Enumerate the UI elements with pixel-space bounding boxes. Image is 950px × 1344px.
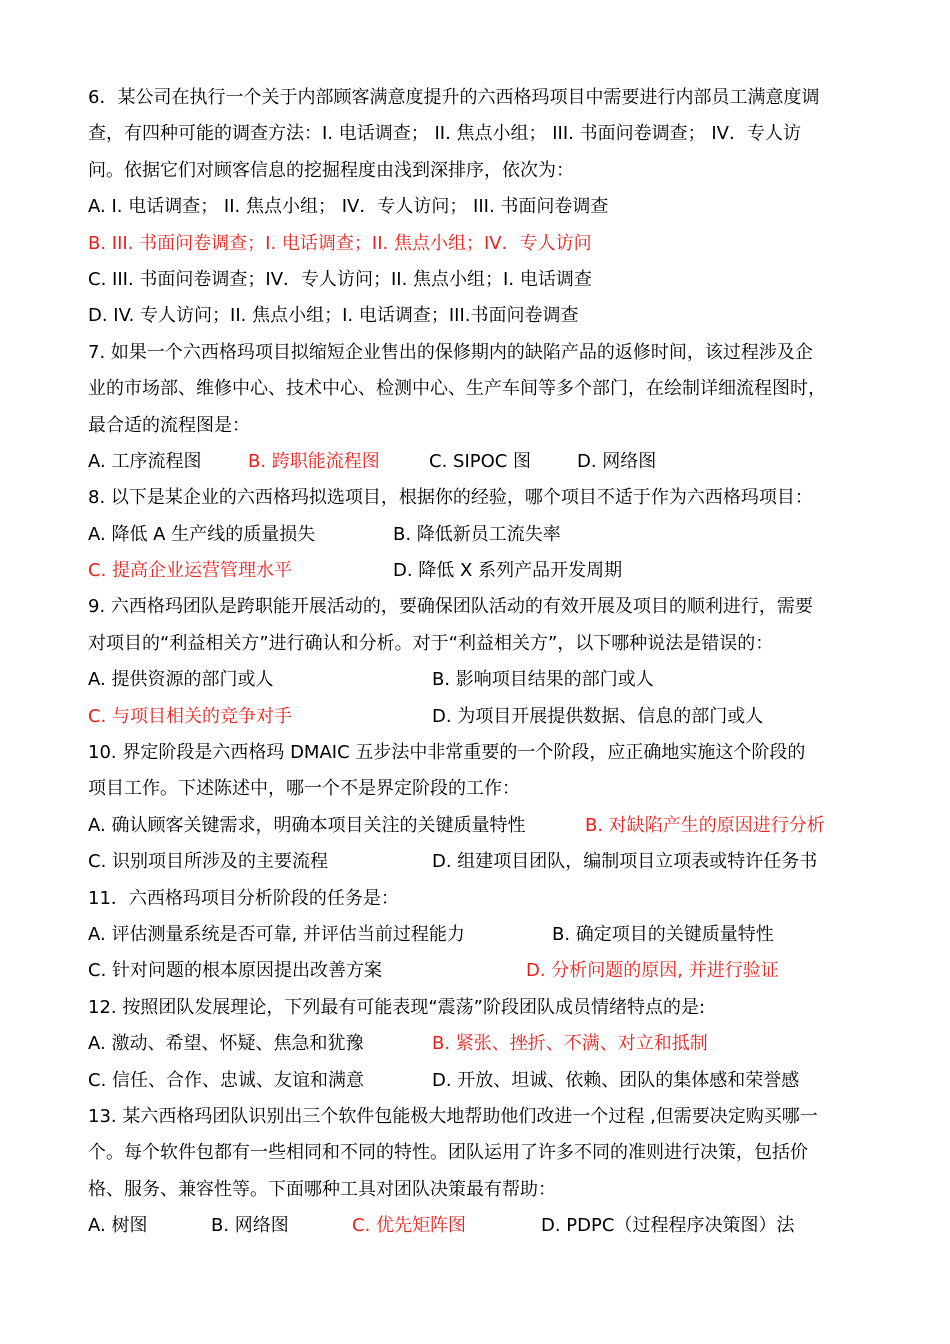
q10-option-b-answer: B. 对缺陷产生的原因进行分析 xyxy=(585,814,825,836)
q13-stem-line-3: 格、服务、兼容性等。下面哪种工具对团队决策最有帮助： xyxy=(88,1178,556,1200)
q13-options-row xyxy=(88,1208,868,1244)
q13-option-b: B. 网络图 xyxy=(211,1215,289,1237)
q11-option-a: A. 评估测量系统是否可靠, 并评估当前过程能力 xyxy=(88,923,465,945)
q10-options-row-2 xyxy=(88,844,868,880)
q8-option-c-answer: C. 提高企业运营管理水平 xyxy=(88,560,293,582)
q10-option-a: A. 确认顾客关键需求，明确本项目关注的关键质量特性 xyxy=(88,814,526,836)
q11-option-b: B. 确定项目的关键质量特性 xyxy=(552,923,774,945)
q8-stem-line-1: 8. 以下是某企业的六西格玛拟选项目，根据你的经验，哪个项目不适于作为六西格玛项目： xyxy=(88,487,813,509)
q9-options-row-1 xyxy=(88,662,868,698)
q11-stem-line-1: 11．六西格玛项目分析阶段的任务是： xyxy=(88,887,399,909)
question-document xyxy=(88,80,868,1245)
q12-stem-line-1: 12. 按照团队发展理论，下列最有可能表现“震荡”阶段团队成员情绪特点的是: xyxy=(88,996,706,1018)
q13-option-a: A. 树图 xyxy=(88,1215,148,1237)
q9-option-b: B. 影响项目结果的部门或人 xyxy=(432,669,654,691)
q7-stem-line-2: 业的市场部、维修中心、技术中心、检测中心、生产车间等多个部门，在绘制详细流程图时， xyxy=(88,378,826,400)
q8-options-row-1 xyxy=(88,517,868,553)
q7-stem-line-3: 最合适的流程图是： xyxy=(88,414,250,436)
q6-option-c: C. III. 书面问卷调查；IV．专人访问；II. 焦点小组；I. 电话调查 xyxy=(88,268,592,290)
q6-option-b-answer: B. III. 书面问卷调查；I. 电话调查；II. 焦点小组；IV．专人访问 xyxy=(88,232,592,254)
q10-stem-line-1: 10. 界定阶段是六西格玛 DMAIC 五步法中非常重要的一个阶段，应正确地实施这个阶段的 xyxy=(88,742,806,764)
q11-option-c: C. 针对问题的根本原因提出改善方案 xyxy=(88,960,383,982)
q7-option-c: C. SIPOC 图 xyxy=(429,450,532,472)
q9-option-d: D. 为项目开展提供数据、信息的部门或人 xyxy=(432,705,764,727)
q7-stem-line-1: 7. 如果一个六西格玛项目拟缩短企业售出的保修期内的缺陷产品的返修时间，该过程涉及企 xyxy=(88,341,813,363)
q7-options-row xyxy=(88,444,868,480)
q9-options-row-2 xyxy=(88,699,868,735)
q8-options-row-2 xyxy=(88,553,868,589)
q12-option-a: A. 激动、希望、怀疑、焦急和犹豫 xyxy=(88,1033,364,1055)
q6-stem-line-1: 6．某公司在执行一个关于内部顾客满意度提升的六西格玛项目中需要进行内部员工满意度调 xyxy=(88,87,820,108)
q7-option-a: A. 工序流程图 xyxy=(88,450,202,472)
q8-option-b: B. 降低新员工流失率 xyxy=(393,523,561,545)
q9-stem-line-2: 对项目的“利益相关方”进行确认和分析。对于“利益相关方”，以下哪种说法是错误的： xyxy=(88,632,774,654)
q11-options-row-2 xyxy=(88,953,868,989)
q9-option-c-answer: C. 与项目相关的竞争对手 xyxy=(88,705,293,727)
q13-stem-line-1: 13. 某六西格玛团队识别出三个软件包能极大地帮助他们改进一个过程 ,但需要决定购买哪一 xyxy=(88,1105,818,1127)
q7-option-d: D. 网络图 xyxy=(577,450,657,472)
q9-stem-line-1: 9. 六西格玛团队是跨职能开展活动的，要确保团队活动的有效开展及项目的顺利进行，需要 xyxy=(88,596,813,618)
q12-options-row-1 xyxy=(88,1026,868,1062)
q10-option-c: C. 识别项目所涉及的主要流程 xyxy=(88,851,329,873)
q6-option-d: D. IV. 专人访问；II. 焦点小组；I. 电话调查；III.书面问卷调查 xyxy=(88,305,579,327)
q8-option-d: D. 降低 X 系列产品开发周期 xyxy=(393,560,623,582)
q13-option-d: D. PDPC（过程程序决策图）法 xyxy=(541,1215,795,1237)
q6-stem-line-3: 问。依据它们对顾客信息的挖掘程度由浅到深排序，依次为： xyxy=(88,159,574,181)
q12-options-row-2 xyxy=(88,1063,868,1099)
q7-option-b-answer: B. 跨职能流程图 xyxy=(248,450,380,472)
q12-option-c: C. 信任、合作、忠诚、友谊和满意 xyxy=(88,1069,365,1091)
q12-option-d: D. 开放、坦诚、依赖、团队的集体感和荣誉感 xyxy=(432,1069,800,1091)
q11-options-row-1 xyxy=(88,917,868,953)
q13-stem-line-2: 个。每个软件包都有一些相同和不同的特性。团队运用了许多不同的准则进行决策，包括价 xyxy=(88,1142,808,1164)
q11-option-d-answer: D. 分析问题的原因, 并进行验证 xyxy=(526,960,779,982)
q9-option-a: A. 提供资源的部门或人 xyxy=(88,669,274,691)
q8-option-a: A. 降低 A 生产线的质量损失 xyxy=(88,523,316,545)
q10-options-row-1 xyxy=(88,808,868,844)
q6-option-a: A. I. 电话调查； II. 焦点小组； IV．专人访问； III. 书面问卷调查 xyxy=(88,196,609,218)
q12-option-b-answer: B. 紧张、挫折、不满、对立和抵制 xyxy=(432,1033,708,1055)
q10-option-d: D. 组建项目团队，编制项目立项表或特许任务书 xyxy=(432,851,818,873)
q10-stem-line-2: 项目工作。下述陈述中，哪一个不是界定阶段的工作： xyxy=(88,778,520,800)
q13-option-c-answer: C. 优先矩阵图 xyxy=(352,1215,467,1237)
q6-stem-line-2: 查，有四种可能的调查方法：I. 电话调查； II. 焦点小组； III. 书面问卷调查； IV．专人访 xyxy=(88,123,801,145)
